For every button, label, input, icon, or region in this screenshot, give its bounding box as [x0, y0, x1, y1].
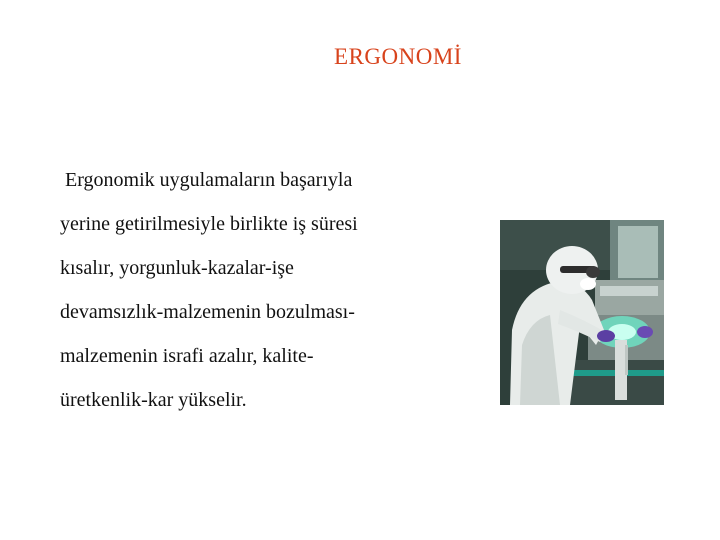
lab-worker-photo	[500, 220, 664, 405]
body-paragraph	[60, 160, 358, 424]
paragraph-line-5: malzemenin israfi azalır, kalite-	[60, 345, 314, 367]
paragraph-line-2: yerine getirilmesiyle birlikte iş süresi	[60, 213, 358, 235]
paragraph-line-6: üretkenlik-kar yükselir.	[60, 389, 247, 411]
paragraph-line-3: kısalır, yorgunluk-kazalar-işe	[60, 257, 294, 279]
paragraph-line-4: devamsızlık-malzemenin bozulması-	[60, 301, 355, 323]
paragraph-line-1: Ergonomik uygulamaların başarıyla	[65, 169, 353, 191]
lab-worker-illustration	[500, 220, 664, 405]
slide-title: ERGONOMİ	[334, 44, 462, 69]
